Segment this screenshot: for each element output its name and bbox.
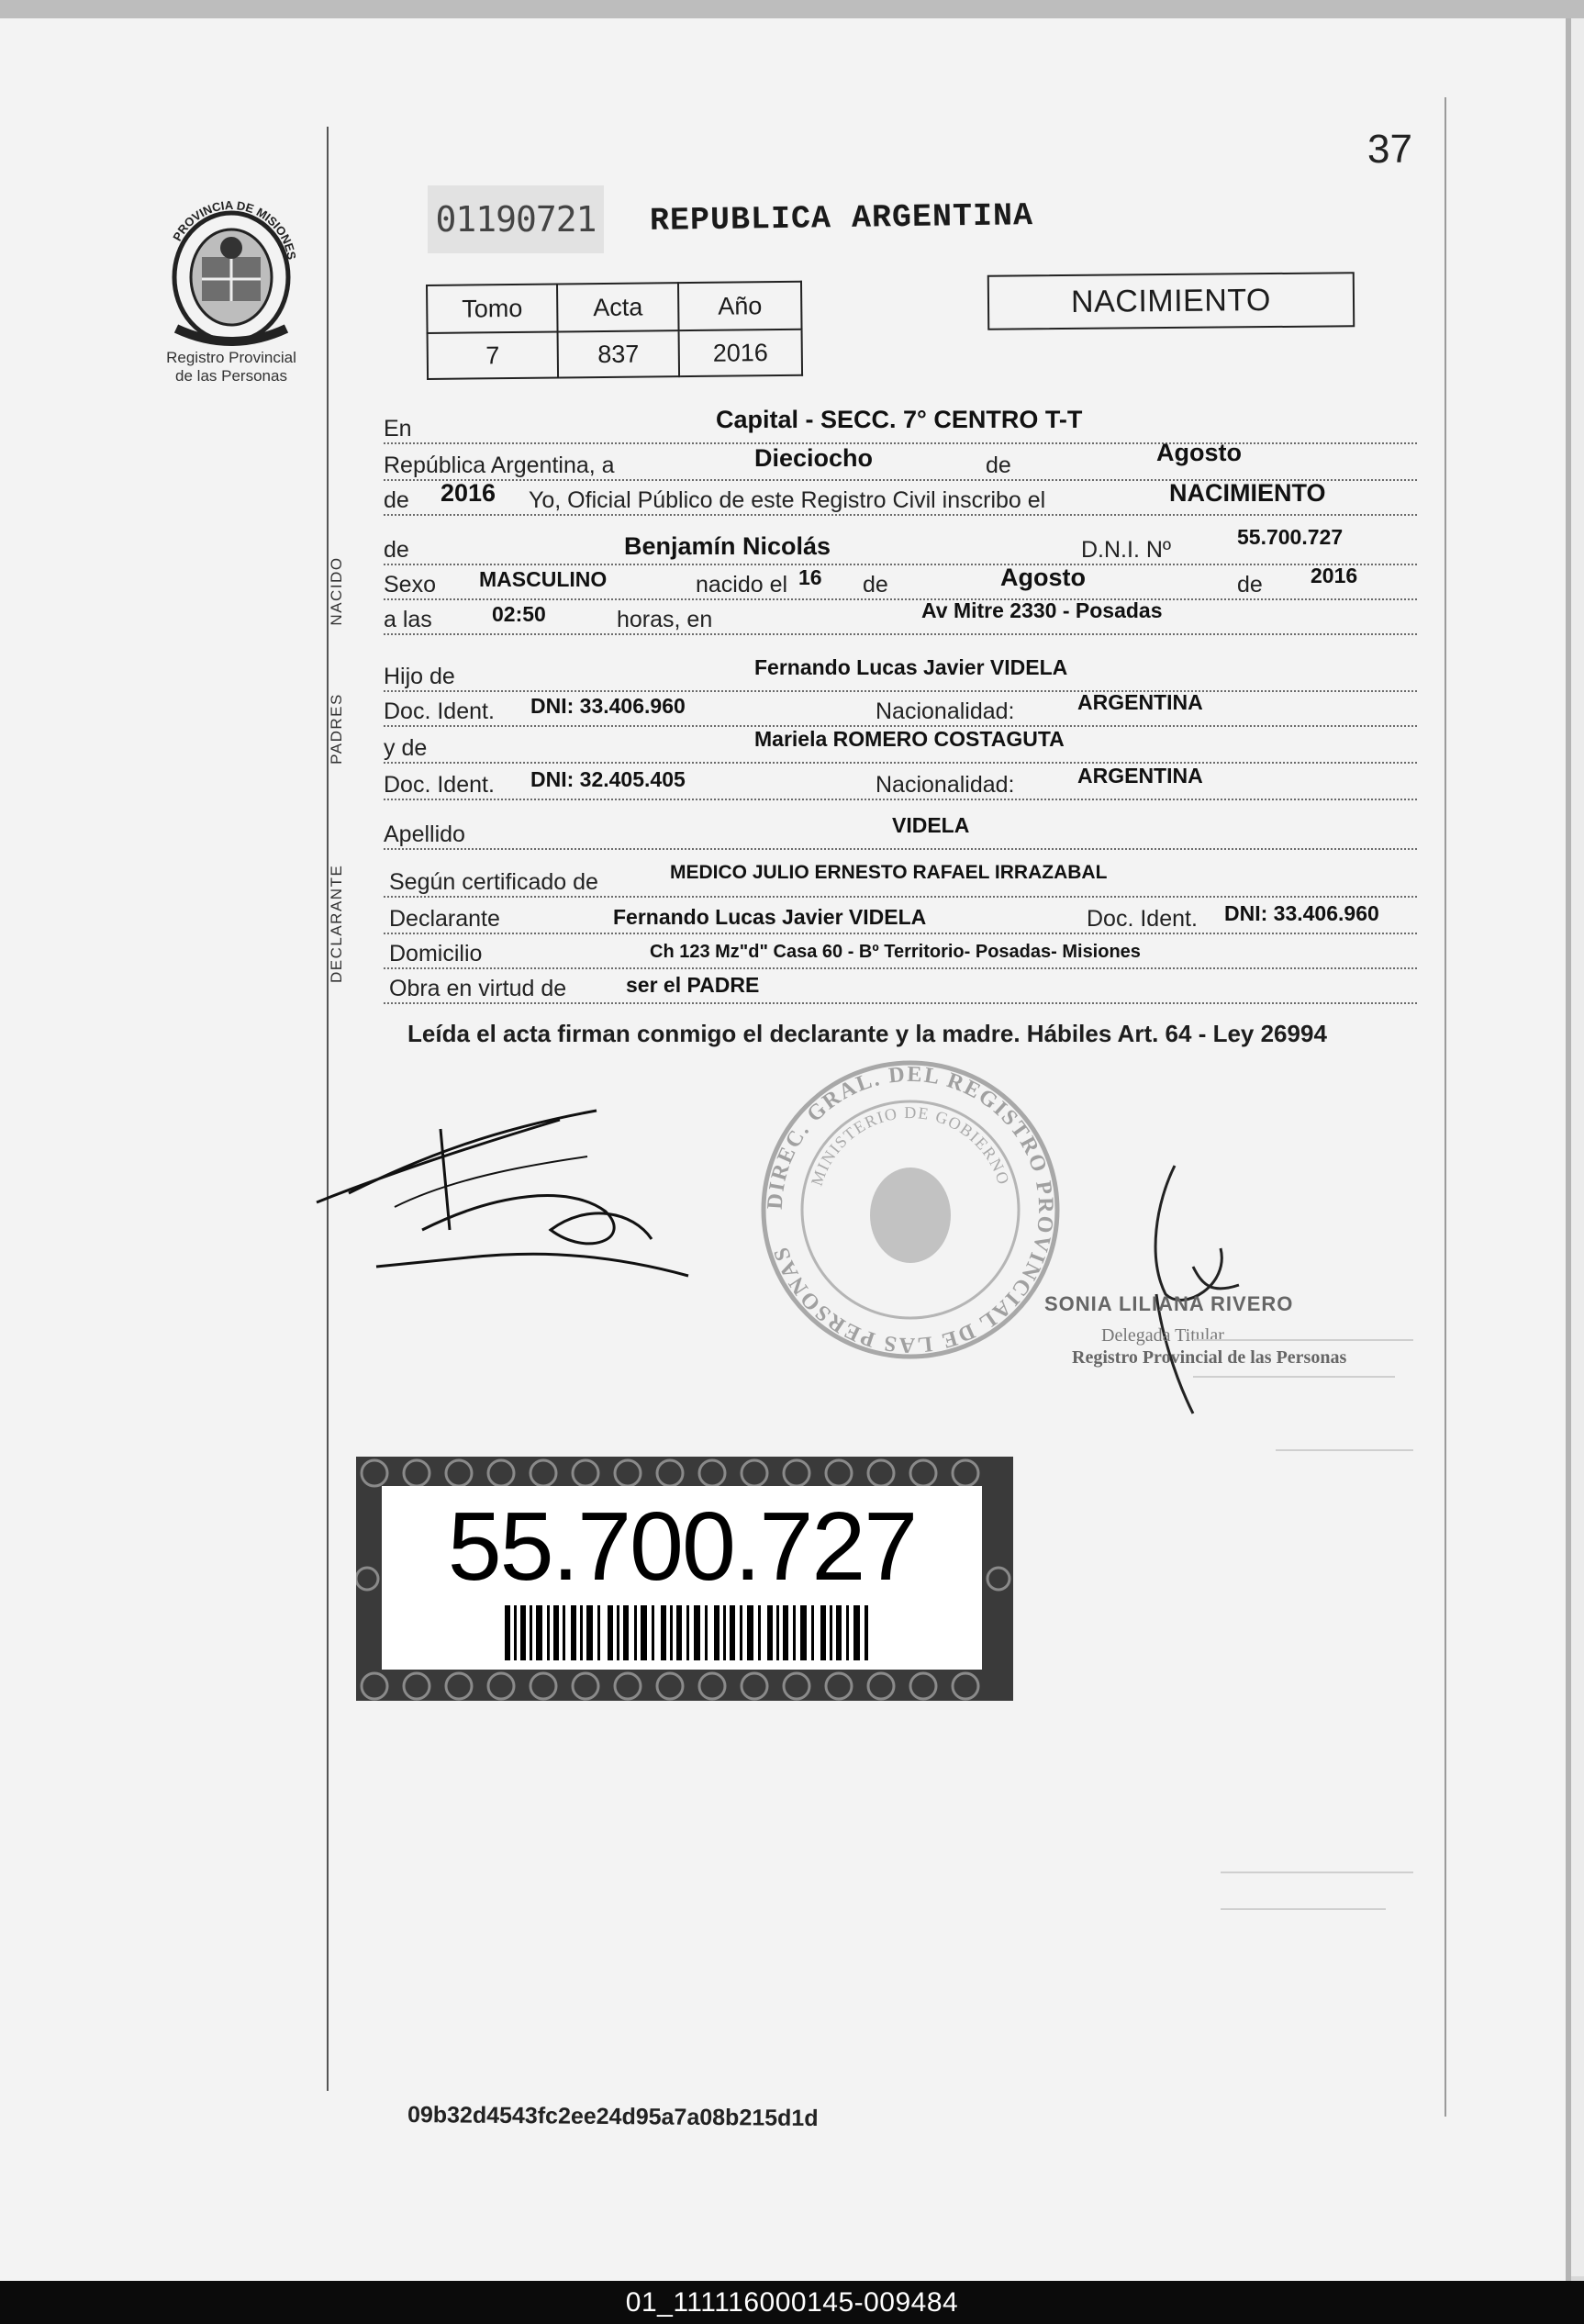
page-number: 37 — [1367, 127, 1412, 172]
misiones-coat-of-arms-icon — [149, 200, 314, 347]
label-nacionalidad-2: Nacionalidad: — [876, 772, 1015, 798]
value-padre-doc: DNI: 33.406.960 — [530, 694, 686, 718]
line-madre-doc — [384, 764, 1417, 800]
value-dia: Dieciocho — [754, 444, 874, 472]
registry-header-tomo: Tomo — [427, 285, 558, 333]
value-dni: 55.700.727 — [1237, 525, 1344, 549]
registry-value-row — [428, 330, 803, 379]
value-madre-nac: ARGENTINA — [1077, 764, 1203, 788]
line-certificado — [384, 861, 1417, 898]
registry-header-row — [427, 282, 802, 333]
section-label-declarante: DECLARANTE — [328, 864, 345, 983]
value-nac-dia: 16 — [798, 565, 822, 589]
registry-tomo: 7 — [428, 331, 559, 378]
value-nac-anio: 2016 — [1311, 564, 1358, 587]
value-domicilio: Ch 123 Mz"d" Casa 60 - Bº Territorio- Posadas- Misiones — [650, 942, 1141, 962]
value-madre-doc: DNI: 32.405.405 — [530, 767, 686, 791]
registry-table — [426, 281, 803, 380]
value-lugar: Av Mitre 2330 - Posadas — [921, 598, 1163, 622]
label-en: En — [384, 416, 412, 441]
label-a-las: a las — [384, 607, 432, 632]
value-certificado: MEDICO JULIO ERNESTO RAFAEL IRRAZABAL — [670, 862, 1108, 883]
value-nombre: Benjamín Nicolás — [624, 532, 831, 560]
label-nacido-el: nacido el — [696, 572, 788, 598]
label-doc-ident-2: Doc. Ident. — [384, 772, 495, 798]
label-de-3: de — [384, 537, 409, 563]
serial-number: 01190721 — [428, 185, 604, 253]
barcode-label — [356, 1457, 1013, 1701]
line-obra — [384, 967, 1417, 1004]
value-en: Capital - SECC. 7° CENTRO T-T — [716, 406, 1083, 433]
line-hijo-de — [384, 655, 1417, 692]
value-padre: Fernando Lucas Javier VIDELA — [754, 655, 1068, 679]
official-name: SONIA LILIANA RIVERO — [1044, 1292, 1294, 1315]
label-obra: Obra en virtud de — [389, 976, 567, 1001]
registry-anio: 2016 — [679, 330, 803, 376]
label-declarante: Declarante — [389, 906, 500, 932]
line-nombre — [384, 525, 1417, 565]
label-domicilio: Domicilio — [389, 941, 483, 966]
line-y-de — [384, 727, 1417, 764]
barcode-number: 55.700.727 — [447, 1492, 917, 1601]
line-en — [384, 408, 1417, 444]
line-padre-doc — [384, 690, 1417, 727]
label-apellido: Apellido — [384, 821, 465, 847]
value-declarante-doc: DNI: 33.406.960 — [1224, 901, 1379, 925]
line-declarante — [384, 898, 1417, 934]
declarant-signature-icon — [312, 1092, 716, 1294]
label-doc-ident-1: Doc. Ident. — [384, 698, 495, 724]
scan-top-strip — [0, 0, 1584, 20]
official-title: Delegada Titular — [1101, 1325, 1224, 1346]
registry-header-acta: Acta — [557, 283, 679, 331]
barcode-bars-icon — [505, 1605, 872, 1660]
line-hora — [384, 598, 1417, 635]
label-sexo: Sexo — [384, 572, 436, 598]
right-margin-line — [1445, 97, 1446, 2117]
label-de-1: de — [986, 453, 1011, 478]
barcode-white-panel — [382, 1486, 982, 1670]
line-apellido — [384, 813, 1417, 850]
value-sexo: MASCULINO — [479, 567, 608, 591]
bleed-through-marks — [1184, 1331, 1422, 1937]
value-hora: 02:50 — [492, 602, 546, 626]
logo-label — [149, 349, 314, 385]
label-hijo-de: Hijo de — [384, 664, 455, 689]
label-de-5: de — [1237, 572, 1263, 598]
country-title: REPUBLICA ARGENTINA — [649, 197, 1034, 240]
value-obra: ser el PADRE — [626, 973, 760, 997]
closing-statement: Leída el acta firman conmigo el declarante y la madre. Hábiles Art. 64 - Ley 26994 — [407, 1020, 1327, 1047]
official-seal-icon — [754, 1054, 1066, 1366]
document-hash: 09b32d4543fc2ee24d95a7a08b215d1d — [407, 2102, 819, 2131]
label-certificado: Según certificado de — [389, 869, 598, 895]
value-nac-mes: Agosto — [1000, 564, 1086, 591]
label-y-de: y de — [384, 735, 428, 761]
scan-footer-id: 01_111116000145-009484 — [0, 2281, 1584, 2324]
logo-label-line2: de las Personas — [175, 367, 287, 385]
line-republica — [384, 439, 1417, 481]
value-mes: Agosto — [1156, 439, 1242, 466]
label-declarante-doc: Doc. Ident. — [1087, 906, 1198, 932]
seal-outer-text: DIREC. GRAL. DEL REGISTRO PROVINCIAL DE LAS PERSONAS — [763, 1062, 1058, 1358]
logo-arc-text: PROVINCIA DE MISIONES — [170, 200, 299, 262]
value-anio: 2016 — [441, 479, 496, 507]
label-inscribo: Yo, Oficial Público de este Registro Civil inscribo el — [529, 487, 1046, 513]
line-domicilio — [384, 933, 1417, 969]
value-padre-nac: ARGENTINA — [1077, 690, 1203, 714]
line-sexo — [384, 564, 1417, 600]
label-horas-en: horas, en — [617, 607, 713, 632]
record-type-box: NACIMIENTO — [987, 272, 1355, 330]
registry-acta: 837 — [558, 330, 680, 377]
official-org: Registro Provincial de las Personas — [1072, 1347, 1347, 1368]
value-apellido: VIDELA — [892, 813, 970, 837]
label-republica: República Argentina, a — [384, 453, 615, 478]
label-nacionalidad-1: Nacionalidad: — [876, 698, 1015, 724]
label-de-2: de — [384, 487, 409, 513]
label-de-4: de — [863, 572, 888, 598]
section-label-nacido: NACIDO — [328, 556, 345, 626]
province-logo — [149, 200, 314, 402]
logo-label-line1: Registro Provincial — [166, 349, 296, 366]
value-inscribo: NACIMIENTO — [1169, 479, 1326, 507]
value-declarante: Fernando Lucas Javier VIDELA — [613, 905, 927, 929]
value-madre: Mariela ROMERO COSTAGUTA — [754, 727, 1065, 751]
line-inscribo — [384, 479, 1417, 516]
birth-certificate-page — [0, 18, 1571, 2281]
label-dni: D.N.I. Nº — [1081, 537, 1172, 563]
registry-header-anio: Año — [678, 282, 802, 330]
seal-inner-text: MINISTERIO DE GOBIERNO — [807, 1102, 1014, 1189]
section-label-padres: PADRES — [328, 693, 345, 765]
